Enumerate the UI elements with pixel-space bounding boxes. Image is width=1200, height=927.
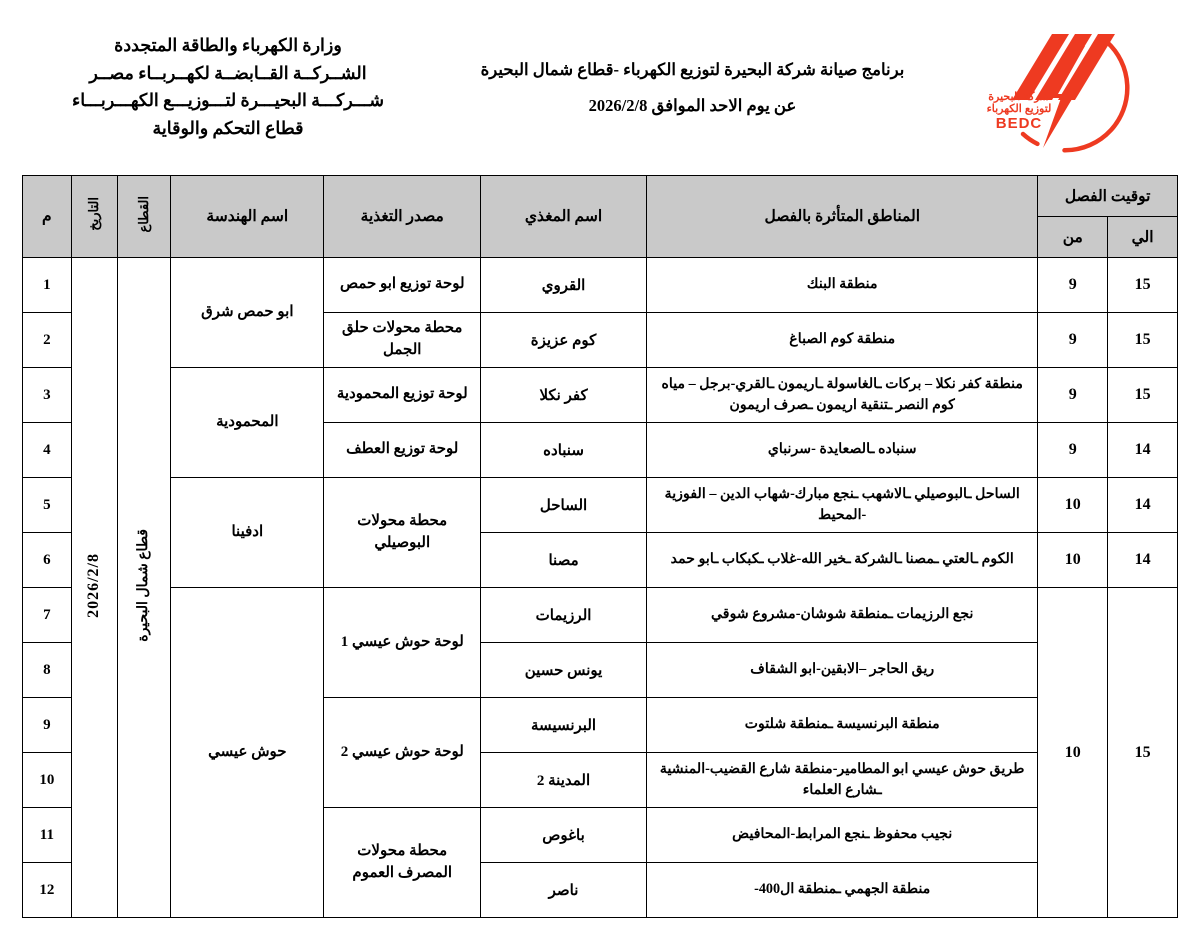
- cell-row-number: 5: [23, 478, 72, 533]
- cell-affected-areas: منطقة البنك: [647, 258, 1038, 313]
- cell-time-to: 15: [1108, 588, 1178, 918]
- cell-affected-areas: ريق الحاجر –الابقين-ابو الشقاف: [647, 643, 1038, 698]
- cell-affected-areas: الساحل ـالبوصيلي ـالاشهب ـنجع مبارك-شهاب الدين – الفوزية -المحيط: [647, 478, 1038, 533]
- cell-time-to: 15: [1108, 313, 1178, 368]
- logo-name-line1: شركة البحيرة: [988, 91, 1050, 103]
- header-row-number: م: [23, 176, 72, 258]
- header-row-1: [23, 176, 1178, 217]
- cell-feed-source: لوحة حوش عيسي 1: [324, 588, 481, 698]
- cell-affected-areas: نجيب محفوظ ـنجع المرابط-المحافيض: [647, 808, 1038, 863]
- org-line-department: قطاع التحكم والوقاية: [152, 117, 304, 138]
- cell-feeder-name: البرنسيسة: [481, 698, 647, 753]
- cell-time-from: 10: [1038, 533, 1108, 588]
- cell-row-number: 8: [23, 643, 72, 698]
- cell-row-number: 3: [23, 368, 72, 423]
- cell-time-from: 10: [1038, 588, 1108, 918]
- header-sector: القطاع: [118, 176, 171, 258]
- header-feeder-name: اسم المغذي: [481, 176, 647, 258]
- cell-row-number: 12: [23, 863, 72, 918]
- cell-time-to: 14: [1108, 423, 1178, 478]
- cell-time-from: 10: [1038, 478, 1108, 533]
- cell-feed-source: لوحة حوش عيسي 2: [324, 698, 481, 808]
- header-time-to: الي: [1108, 217, 1178, 258]
- cell-feed-source: لوحة توزيع المحمودية: [324, 368, 481, 423]
- cell-feed-source: لوحة توزيع العطف: [324, 423, 481, 478]
- cell-feeder-name: القروي: [481, 258, 647, 313]
- title-date-line: عن يوم الاحد الموافق 2026/2/8: [588, 96, 797, 116]
- cell-engineering-name: حوش عيسي: [171, 588, 324, 918]
- cell-affected-areas: سنباده ـالصعايدة -سرنباي: [647, 423, 1038, 478]
- cell-feeder-name: الساحل: [481, 478, 647, 533]
- cell-feeder-name: كفر نكلا: [481, 368, 647, 423]
- logo-name-line2: لتوزيع الكهرباء: [986, 103, 1052, 115]
- cell-time-to: 15: [1108, 258, 1178, 313]
- cell-feeder-name: كوم عزيزة: [481, 313, 647, 368]
- organization-header: [28, 22, 428, 143]
- cell-time-to: 14: [1108, 478, 1178, 533]
- cell-feed-source: لوحة توزيع ابو حمص: [324, 258, 481, 313]
- table-row: [23, 588, 1178, 643]
- cell-row-number: 11: [23, 808, 72, 863]
- cell-row-number: 4: [23, 423, 72, 478]
- header-time-from: من: [1038, 217, 1108, 258]
- cell-row-number: 2: [23, 313, 72, 368]
- header-affected-areas: المناطق المتأثرة بالفصل: [647, 176, 1038, 258]
- cell-engineering-name: ادفينا: [171, 478, 324, 588]
- document-title: [458, 22, 928, 125]
- page-header: [0, 0, 1200, 175]
- header-feed-source: مصدر التغذية: [324, 176, 481, 258]
- bedc-logo-icon: [957, 22, 1172, 162]
- table-row: [23, 258, 1178, 313]
- table-row: [23, 368, 1178, 423]
- maintenance-schedule-table: [22, 175, 1178, 918]
- cell-time-to: 14: [1108, 533, 1178, 588]
- cell-feeder-name: باغوص: [481, 808, 647, 863]
- header-engineering-name: اسم الهندسة: [171, 176, 324, 258]
- cell-time-from: 9: [1038, 368, 1108, 423]
- cell-row-number: 10: [23, 753, 72, 808]
- table-body: [23, 258, 1178, 918]
- cell-feed-source: محطة محولات البوصيلي: [324, 478, 481, 588]
- cell-affected-areas: نجع الرزيمات ـمنطقة شوشان-مشروع شوقي: [647, 588, 1038, 643]
- cell-feeder-name: ناصر: [481, 863, 647, 918]
- cell-feeder-name: سنباده: [481, 423, 647, 478]
- org-line-ministry: وزارة الكهرباء والطاقة المتجددة: [114, 35, 342, 55]
- cell-row-number: 6: [23, 533, 72, 588]
- cell-feeder-name: المدينة 2: [481, 753, 647, 808]
- cell-affected-areas: منطقة كوم الصباغ: [647, 313, 1038, 368]
- cell-engineering-name: المحمودية: [171, 368, 324, 478]
- cell-feed-source: محطة محولات المصرف العموم: [324, 808, 481, 918]
- table-head: [23, 176, 1178, 258]
- cell-affected-areas: طريق حوش عيسي ابو المطامير-منطقة شارع القضيب-المنشية ـشارع العلماء: [647, 753, 1038, 808]
- org-line-holding-company: الشــركــة القــابضــة لكهــربــاء مصــر: [89, 62, 367, 83]
- cell-feeder-name: يونس حسين: [481, 643, 647, 698]
- cell-sector: قطاع شمال البحيرة: [118, 258, 171, 918]
- table-row: [23, 478, 1178, 533]
- cell-affected-areas: الكوم ـالعتي ـمصنا ـالشركة ـخير الله-غلاب ـكبكاب ـابو حمد: [647, 533, 1038, 588]
- cell-row-number: 9: [23, 698, 72, 753]
- cell-row-number: 7: [23, 588, 72, 643]
- cell-time-from: 9: [1038, 423, 1108, 478]
- title-program-line: برنامج صيانة شركة البحيرة لتوزيع الكهرباء -قطاع شمال البحيرة: [480, 60, 905, 79]
- cell-row-number: 1: [23, 258, 72, 313]
- cell-time-to: 15: [1108, 368, 1178, 423]
- cell-engineering-name: ابو حمص شرق: [171, 258, 324, 368]
- header-date: التاريخ: [71, 176, 118, 258]
- bedc-logo: [957, 22, 1172, 162]
- cell-affected-areas: منطقة كفر نكلا – بركات ـالغاسولة ـاريمون ـالقري-برجل – مياه كوم النصر ـتنقية اريمون ـصرف اريمون: [647, 368, 1038, 423]
- cell-feed-source: محطة محولات حلق الجمل: [324, 313, 481, 368]
- cell-feeder-name: مصنا: [481, 533, 647, 588]
- cell-time-from: 9: [1038, 313, 1108, 368]
- org-line-distribution-company: شـــركـــة البحيـــرة لتـــوزيـــع الكهـــربـــاء: [71, 90, 384, 111]
- schedule-table-wrap: [0, 175, 1200, 918]
- cell-date: 2026/2/8: [71, 258, 118, 918]
- logo-abbr: BEDC: [995, 115, 1043, 132]
- cell-feeder-name: الرزيمات: [481, 588, 647, 643]
- cell-affected-areas: منطقة الجهمي ـمنطقة ال400-: [647, 863, 1038, 918]
- cell-time-from: 9: [1038, 258, 1108, 313]
- header-cut-timing: توقيت الفصل: [1038, 176, 1178, 217]
- cell-affected-areas: منطقة البرنسيسة ـمنطقة شلتوت: [647, 698, 1038, 753]
